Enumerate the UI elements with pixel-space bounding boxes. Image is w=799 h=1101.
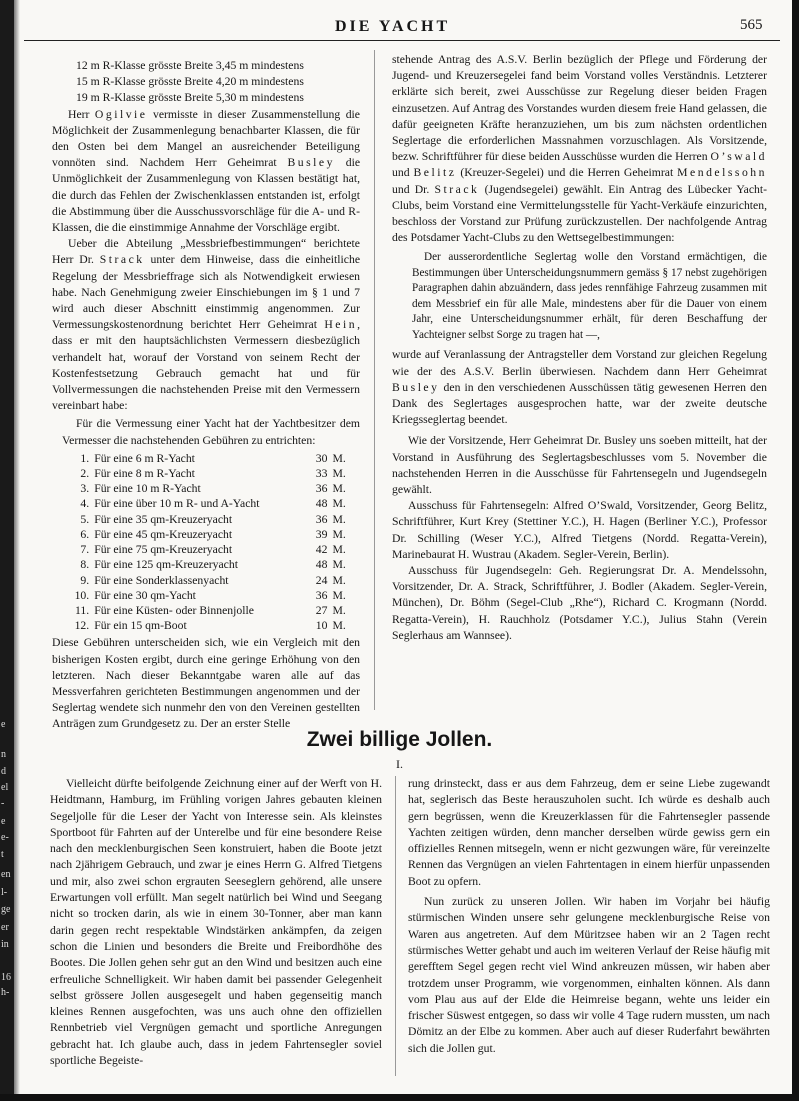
- fee-num: 9.: [80, 573, 90, 587]
- margin-fragment: in: [1, 939, 9, 950]
- margin-fragment: t: [1, 849, 4, 860]
- spaced-name: Busley: [287, 156, 335, 170]
- paragraph-vorsitzende: Wie der Vorsitzende, Herr Geheimrat Dr. Busley uns soeben mitteilt, hat der Vorstand in Ausführung des Seglertagsbeschlusses vom 5. November die nachstehenden Herren in die Ausschüsse für Fahrtensegeln und Jugendsegeln gewählt.: [392, 434, 767, 497]
- fee-unit: M.: [332, 573, 346, 587]
- spaced-name: Strack: [99, 253, 145, 267]
- article-paragraph: rung drinsteckt, dass er aus dem Fahrzeug, dem er seine Liebe zugewandt hat, seglerisch das Beste herauszuholen sucht. Ich würde es deshalb auch gern begrüssen, wenn die Kreuzerklassen für die Fahrtensegler passende Yachten zeitigen würden, denn mancher derselben würde gewiss gern ein offizielles Rennen mitsegeln, wenn er nicht gezwungen wäre, für vereinzelte Rennen das Vergnügen an vielen Fahrtentagen in einem hierfür unpassenden Boot zu opfern.: [408, 777, 770, 888]
- fee-row: [70, 527, 360, 542]
- margin-fragment: e: [1, 719, 6, 730]
- fee-value: 48: [315, 497, 328, 511]
- scan-bottom-border: [0, 1094, 799, 1101]
- fee-row: [70, 557, 360, 572]
- right-column: [392, 52, 767, 644]
- fee-unit: M.: [332, 451, 346, 465]
- spaced-name: Belitz: [413, 166, 457, 180]
- fee-unit: M.: [332, 588, 346, 602]
- fee-row: [70, 481, 360, 496]
- fee-text: Für eine Sonderklassenyacht: [94, 573, 229, 587]
- fee-value: 10: [315, 619, 328, 633]
- fee-text: Für eine 125 qm-Kreuzeryacht: [94, 558, 238, 572]
- paragraph-jugendsegeln: Ausschuss für Jugendsegeln: Geh. Regierungsrat Dr. A. Mendelssohn, Vorsitzender, Dr. A. Strack, Schriftführer, J. Bodler (Akadem. Segler-Verein, München), Dr. Böhm (Segel-Club „Rhe“), Richard C. Krogmann (Nordd. Regatta-Verein), H. Rauchholz (Potsdamer Y.C.), Julius Stahn (Verein Seglerhaus am Wannsee).: [392, 564, 767, 642]
- margin-fragment: el: [1, 782, 9, 793]
- paragraph-ogilvie: Herr Ogilvie vermisste in dieser Zusammenstellung die Möglichkeit der Zusammenlegung benachbarter Klassen, die für den Osten bei dem Mangel an ausreichender Beteiligung vonnöten sind. Nachdem Herr Geheimrat Busley die Unmöglichkeit der Zusammenlegung von Klassen bestätigt hat, die durch das Fehlen der Zwischenklassen entstanden ist, erfolgt die Abstimmung über die Ausschussvorschläge für die A- und R-Klassen, die die einstimmige Annahme der Vorschläge ergibt.: [52, 107, 361, 235]
- paragraph-gebuehren: Diese Gebühren unterscheiden sich, wie ein Vergleich mit den bisherigen Kosten ergibt, durch eine geringe Erhöhung von den letzteren. Nach dieser Bekanntgabe waren alle auf das Messverfahren gerichteten Bestimmungen angenommen und der Seglertag wendete sich nunmehr den von den Vereinen gestellten Anträgen zum Grundgesetz zu. Der an erster Stelle: [52, 636, 360, 731]
- fee-text: Für eine 8 m R-Yacht: [94, 467, 195, 481]
- fee-value: 36: [315, 482, 328, 496]
- header-rule: [24, 40, 780, 41]
- spaced-name: Hein: [324, 318, 358, 332]
- paragraph-fahrtensegeln: Ausschuss für Fahrtensegeln: Alfred O’Swald, Vorsitzender, Georg Belitz, Schriftführer, Kurt Krey (Stettiner Y.C.), H. Hagen (Berliner Y.C.), Professor Dr. Schilling (Weser Y.C.), Alfred Tietgens (Nordd. Regatta-Verein), Marinebaurat H. Wustrau (Akadem. Segler-Verein, Berlin).: [392, 499, 767, 561]
- running-header: [0, 12, 799, 38]
- fee-unit: M.: [332, 619, 346, 633]
- fee-text: Für eine 10 m R-Yacht: [94, 482, 201, 496]
- margin-fragment: l-: [1, 887, 8, 898]
- fee-unit: M.: [332, 558, 346, 572]
- fee-value: 27: [315, 603, 328, 617]
- fees-intro: Für die Vermessung einer Yacht hat der Yachtbesitzer dem Vermesser die nachstehenden Gebühren zu entrichten:: [62, 417, 360, 447]
- fee-num: 2.: [80, 467, 90, 481]
- fee-value: 39: [315, 527, 328, 541]
- fee-row: [70, 542, 360, 557]
- fee-num: 4.: [80, 497, 90, 511]
- fee-unit: M.: [332, 482, 346, 496]
- fee-value: 24: [315, 573, 328, 587]
- fee-num: 1.: [80, 451, 90, 465]
- margin-fragment: e-: [1, 832, 9, 843]
- fee-unit: M.: [332, 467, 346, 481]
- scan-right-border: [792, 0, 799, 1101]
- paragraph-regelung: wurde auf Veranlassung der Antragsteller dem Vorstand zur gleichen Regelung wie der des A.S.V. Berlin überwiesen. Nachdem dann Herr Geheimrat Busley den in den verschiedenen Ausschüssen tätig gewesenen Herren den Dank des Seglertages ausgesprochen hatte, war der zweite deutsche Kriegsseglertag beendet.: [392, 348, 767, 427]
- fee-text: Für ein 15 qm-Boot: [94, 619, 187, 633]
- fee-value: 36: [315, 512, 328, 526]
- spaced-name: Mendelssohn: [677, 166, 767, 180]
- margin-fragment: 16: [1, 972, 11, 983]
- article-left-column: [50, 776, 382, 1069]
- margin-fragment: d: [1, 766, 6, 777]
- fee-value: 42: [315, 543, 328, 557]
- margin-fragment: en: [1, 869, 11, 880]
- fee-unit: M.: [332, 512, 346, 526]
- fee-row: [70, 573, 360, 588]
- journal-title: DIE YACHT: [335, 18, 451, 35]
- rclass-list: [76, 58, 360, 107]
- article-paragraph: Nun zurück zu unseren Jollen. Wir haben im Vorjahr bei häufig stürmischen Winden unsere sehr gelungene mecklenburgische Reise von Waren aus angetreten. Auf dem Müritzsee haben wir an 2 Tagen recht stürmisches Wetter gehabt und auch im weiteren Verlauf der Reise häufig mit gerefftem Segel gegen recht viel Wind ankreuzen müssen, wir haben aber trotzdem unser Programm, wie vorgenommen, einhalten können. Als dann vom Plau aus auf der Elde die Heimreise begann, wehte uns leider ein frischer Süswest entgegen, so dass wir volle 4 Tage rudern mussten, um nach Dömitz an der Elbe zu kommen. Aber auch auf dieser Ruderfahrt bewährten sich die Jollen gut.: [408, 895, 770, 1055]
- fee-row: [70, 588, 360, 603]
- fee-text: Für eine 6 m R-Yacht: [94, 451, 195, 465]
- fee-unit: M.: [332, 527, 346, 541]
- fee-num: 7.: [80, 543, 90, 557]
- fee-text: Für eine Küsten- oder Binnenjolle: [94, 603, 254, 617]
- fee-num: 6.: [80, 527, 90, 541]
- fee-text: Für eine 75 qm-Kreuzeryacht: [94, 543, 233, 557]
- margin-fragment: n: [1, 749, 6, 760]
- article-paragraph: Vielleicht dürfte beifolgende Zeichnung einer auf der Werft von H. Heidtmann, Hamburg, im Frühling vorigen Jahres gebauten kleinen Segeljolle für die Leser der Yacht von Interesse sein. Als kleinstes Sportboot für Fahrten auf der Unterelbe und für eine besondere Reise nach den mecklenburgischen Seen konstruiert, haben die Boote jetzt nach 2jährigem Gebrauch, und zwar je eines Herrn G. Alfred Tietgens und mir, also zwei schon ergrauten Seeseglern gehörend, alle unsere Erwartungen voll erfüllt. Man segelt natürlich bei Wind und Seegang nicht so trocken darin, als wie in einem 30-Tonner, aber man kann darin gegen recht respektable Windstärken ankämpfen, da zeigen schon die Linien und besonders die Breite und Freibordhöhe des Bootes. Die Jollen gehen sehr gut an den Wind und besitzen auch eine erfreuliche Schnelligkeit. Wir haben damit bei passender Gelegenheit selbst grössere Jollen ausgesegelt und haben gegenseitig manch kleines Rennen ausgefochten, was uns auch ohne den offiziellen Rennbetrieb viel Vergnügen gemacht und sportliche Anregungen gebracht hat. Ich glaube auch, dass in jedem Fahrtensegler soviel sportliche Begeiste-: [50, 777, 382, 1068]
- scan-left-border: [0, 0, 14, 1101]
- margin-fragment: -: [1, 798, 5, 809]
- fee-value: 48: [315, 558, 328, 572]
- paragraph-antrag: stehende Antrag des A.S.V. Berlin bezüglich der Pflege und Förderung der Jugend- und Kreuzersegelei fand beim Vorstand volles Verständnis. Letzterer erklärte sich bereit, zwei Ausschüsse zur Regelung dieser beiden Fragen einzusetzen. Auf Antrag des Vorstandes wurden diesem freie Hand gelassen, die dafür geeigneten Kräfte heranzuziehen, um bis zum nächsten ordentlichen Seglertage die erforderlichen Massnahmen vorzuschlagen. Als Vorsitzende, bezw. Schriftführer für diese beiden Ausschüsse wurden die Herren O’swald und Belitz (Kreuzer-Segelei) und die Herren Geheimrat Mendelssohn und Dr. Strack (Jugendsegelei) gewählt. Ein Antrag des Lübecker Yacht-Clubs, beim Vorstand eine Vermittelungsstelle für Yacht-Verkäufe einzurichten, beschloss der Vorstand zur Prüfung zurückzustellen. Der nachfolgende Antrag des Potsdamer Yacht-Clubs zu den Wettsegelbestimmungen:: [392, 53, 768, 245]
- fee-row: [70, 512, 360, 527]
- fee-num: 11.: [75, 603, 90, 617]
- spaced-name: Busley: [392, 380, 440, 394]
- page-number: 565: [740, 17, 763, 33]
- fee-row: [70, 618, 360, 633]
- fee-row: [70, 466, 360, 481]
- fee-text: Für eine 30 qm-Yacht: [94, 588, 196, 602]
- fee-value: 30: [315, 451, 328, 465]
- fee-num: 10.: [74, 588, 90, 602]
- left-column: [52, 58, 360, 733]
- fee-num: 5.: [80, 512, 90, 526]
- fee-row: [70, 496, 360, 511]
- column-divider: [374, 50, 375, 710]
- fee-text: Für eine 35 qm-Kreuzeryacht: [94, 512, 233, 526]
- fee-text: Für eine über 10 m R- und A-Yacht: [94, 497, 260, 511]
- margin-fragment: er: [1, 922, 9, 933]
- margin-fragment: h-: [1, 987, 10, 998]
- margin-fragment: ge: [1, 904, 11, 915]
- fee-num: 3.: [80, 482, 90, 496]
- paragraph-messbrief: Ueber die Abteilung „Messbriefbestimmungen“ berichtete Herr Dr. Strack unter dem Hinweise, dass die einheitliche Regelung der Messbrieffrage sich als Notwendigkeit erwiesen habe. Nach Genehmigung zweier Einschiebungen im § 1 und 7 wird auch dieser Abschnitt einstimmig angenommen. Zur Vermessungskostenordnung berichtet Herr Geheimrat Hein, dass er mit den hauptsächlichsten Vermessern diesbezüglich verhandelt hat, worauf der Vorstand von seinem Recht der Kostenfestsetzung Gebrauch gemacht hat und für Vollvermessungen die nachstehenden Preise mit den Vermessern vereinbart habe:: [52, 237, 361, 413]
- spaced-name: Strack: [434, 182, 480, 196]
- rclass-line: 12 m R-Klasse grösste Breite 3,45 m mindestens: [76, 59, 304, 72]
- fee-row: [70, 451, 360, 466]
- fee-unit: M.: [332, 543, 346, 557]
- scan-left-shadow: [14, 0, 20, 1101]
- fee-row: [70, 603, 360, 618]
- fee-value: 36: [315, 588, 328, 602]
- article-right-column: [408, 776, 770, 1057]
- fee-num: 8.: [80, 558, 90, 572]
- margin-fragment: e: [1, 816, 6, 827]
- fee-text: Für eine 45 qm-Kreuzeryacht: [94, 527, 233, 541]
- quoted-motion: Der ausserordentliche Seglertag wolle den Vorstand ermächtigen, die Bestimmungen über Unterscheidungsnummern gemäss § 17 nebst zugehörigen Paragraphen dahin abzuändern, dass jedes rennfähige Fahrzeug zusammen mit dem Messbrief ein für alle Male, mindestens aber für die Dauer von einem Jahr, eine Unterscheidungsnummer erhält, für deren Beschaffung der Yachteigner selbst Sorge zu tragen hat —,: [412, 251, 767, 341]
- fees-table: [70, 451, 360, 633]
- rclass-line: 19 m R-Klasse grösste Breite 5,30 m mindestens: [76, 91, 304, 105]
- article-column-divider: [395, 776, 396, 1076]
- rclass-line: 15 m R-Klasse grösste Breite 4,20 m mindestens: [76, 75, 304, 89]
- article-title: Zwei billige Jollen.: [306, 728, 493, 751]
- fee-num: 12.: [74, 619, 90, 633]
- fee-value: 33: [315, 467, 328, 481]
- fee-unit: M.: [332, 497, 346, 511]
- spaced-name: Ogilvie: [94, 107, 148, 121]
- spaced-name: O’swald: [710, 150, 767, 164]
- article-number: I.: [396, 757, 403, 771]
- fee-unit: M.: [332, 603, 346, 617]
